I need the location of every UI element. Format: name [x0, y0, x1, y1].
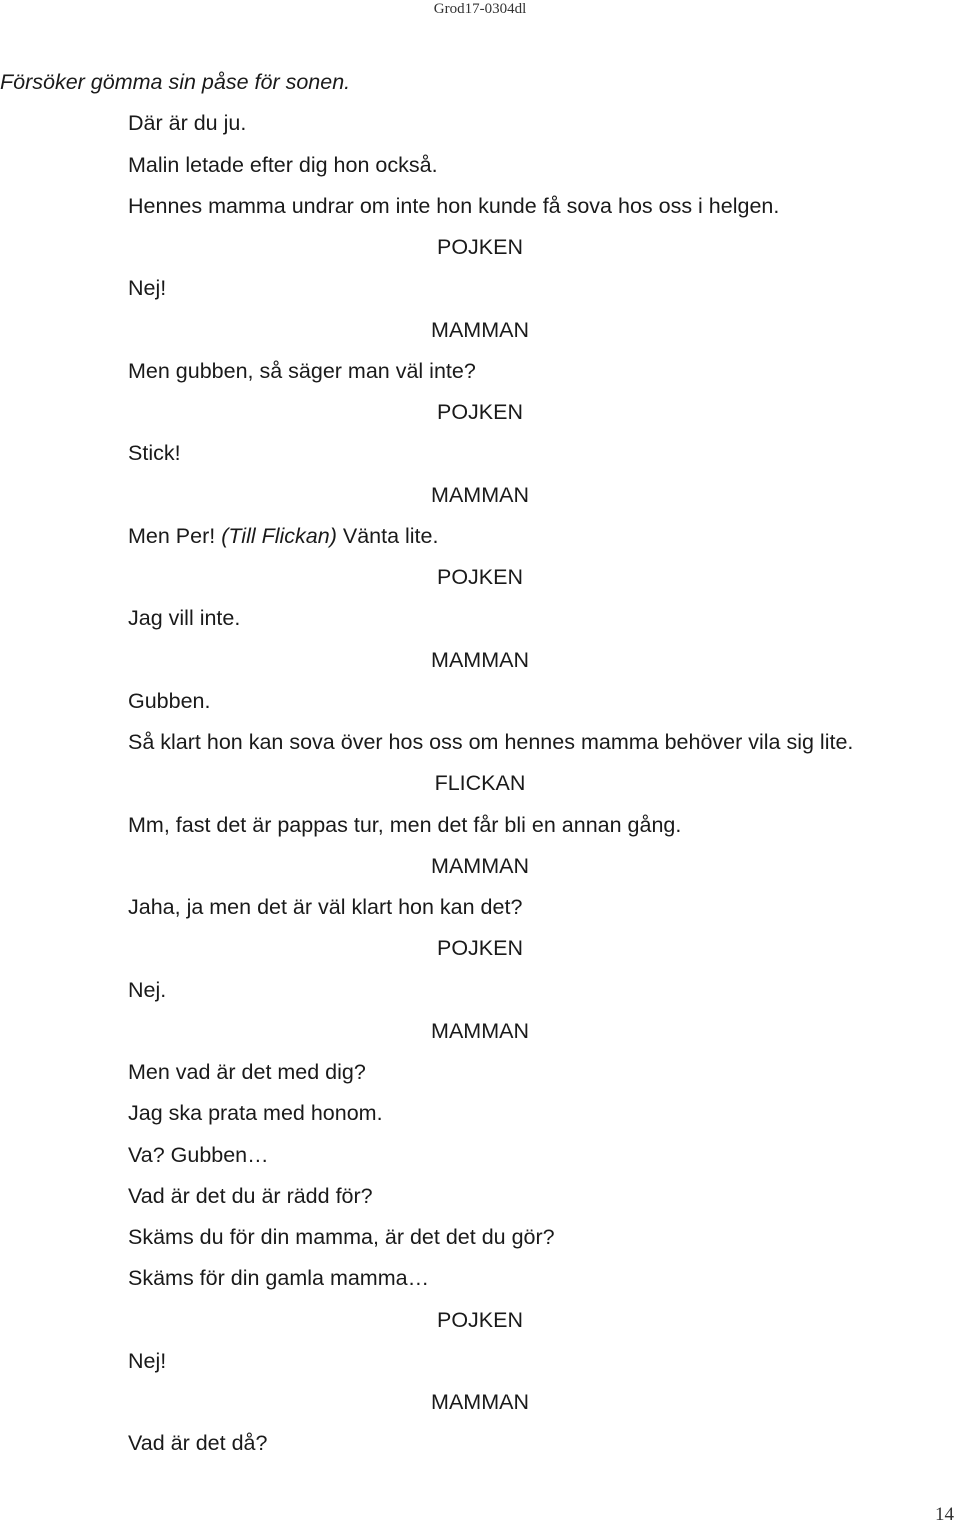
- dialogue-line: Va? Gubben…: [128, 1142, 269, 1167]
- dialogue-line: Hennes mamma undrar om inte hon kunde få sova hos oss i helgen.: [128, 193, 780, 218]
- character-name: POJKEN: [436, 235, 524, 259]
- dialogue-text: Men Per!: [128, 523, 222, 548]
- dialogue-line: Vad är det du är rädd för?: [128, 1183, 373, 1208]
- dialogue-line: Malin letade efter dig hon också.: [128, 152, 438, 177]
- character-name: MAMMAN: [431, 647, 529, 672]
- character-name: POJKEN: [436, 936, 524, 961]
- character-name: MAMMAN: [431, 1390, 529, 1414]
- dialogue-line: Jaha, ja men det är väl klart hon kan det?: [128, 895, 523, 919]
- dialogue-line: Nej!: [128, 276, 167, 301]
- dialogue-line-with-direction: [0, 516, 960, 557]
- dialogue-line: Där är du ju.: [128, 111, 247, 136]
- dialogue-text: Vänta lite.: [336, 523, 439, 548]
- character-name: POJKEN: [436, 565, 524, 589]
- dialogue-line: Jag vill inte.: [128, 606, 241, 631]
- dialogue-line: Nej!: [128, 1348, 167, 1373]
- character-name: POJKEN: [436, 400, 524, 424]
- dialogue-line: Mm, fast det är pappas tur, men det får bli en annan gång.: [128, 812, 682, 837]
- character-name: MAMMAN: [431, 317, 529, 342]
- character-name: MAMMAN: [431, 482, 529, 507]
- dialogue-line: Gubben.: [128, 688, 211, 713]
- parenthetical-direction: (Till Flickan): [221, 523, 337, 548]
- dialogue-line: Skäms du för din mamma, är det det du gör?: [128, 1225, 555, 1249]
- stage-direction: Försöker gömma sin påse för sonen.: [0, 70, 351, 94]
- dialogue-line: Men vad är det med dig?: [128, 1060, 366, 1084]
- character-name: FLICKAN: [434, 771, 526, 796]
- dialogue-line: Skäms för din gamla mamma…: [128, 1266, 430, 1291]
- character-name: POJKEN: [436, 1307, 524, 1332]
- dialogue-line: Men gubben, så säger man väl inte?: [128, 358, 476, 383]
- dialogue-line: Jag ska prata med honom.: [128, 1101, 383, 1126]
- dialogue-line: Stick!: [128, 441, 181, 466]
- document-id-header: Grod17-0304dl: [433, 1, 527, 17]
- page-number: 14: [935, 1504, 954, 1525]
- script-body: [0, 62, 960, 1465]
- dialogue-line: Vad är det då?: [128, 1431, 268, 1456]
- dialogue-line: Så klart hon kan sova över hos oss om hennes mamma behöver vila sig lite.: [128, 730, 854, 754]
- dialogue-line: Nej.: [128, 977, 167, 1002]
- character-name: MAMMAN: [431, 853, 529, 878]
- character-name: MAMMAN: [431, 1018, 529, 1043]
